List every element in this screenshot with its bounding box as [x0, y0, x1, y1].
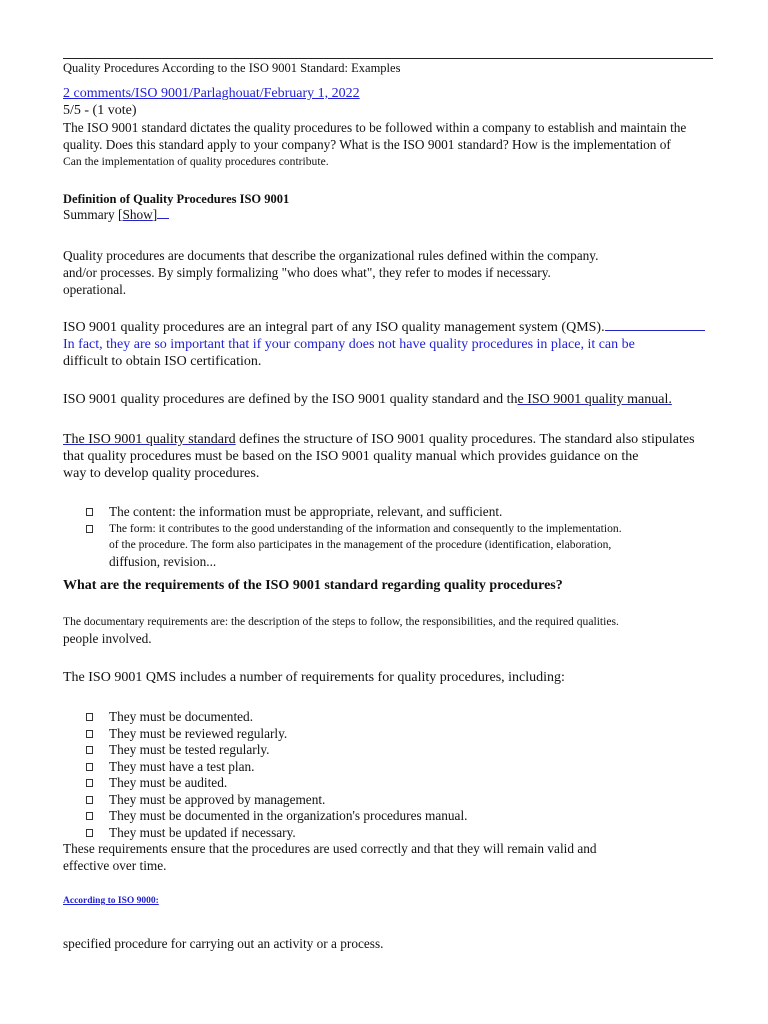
para4-text-1: defines the structure of ISO 9001 quality procedures. The standard also stipulates [235, 432, 695, 447]
para2-line-2[interactable]: In fact, they are so important that if your company does not have quality procedures in place, it can be [63, 337, 635, 352]
paragraph-doc-requirements [63, 613, 619, 647]
content-form-list [86, 504, 622, 570]
summary-show-link[interactable]: Show [122, 207, 153, 222]
top-divider [63, 58, 713, 59]
paragraph-ensure [63, 840, 597, 874]
ensure-line-1: These requirements ensure that the procedures are used correctly and that they will remain valid and [63, 841, 597, 856]
para3-text: ISO 9001 quality procedures are defined by the ISO 9001 quality standard and th [63, 392, 518, 407]
summary-toggle[interactable] [63, 207, 169, 223]
requirements-list [86, 709, 467, 841]
according-link-text[interactable]: According to ISO 9000: [63, 896, 159, 906]
iso-manual-link[interactable]: e ISO 9001 quality manual. [517, 392, 672, 407]
rating: 5/5 - (1 vote) [63, 103, 137, 118]
list-item: They must be reviewed regularly. [86, 726, 467, 743]
para2-line-3: difficult to obtain ISO certification. [63, 354, 262, 369]
bullet-box-icon [86, 812, 93, 820]
definition-heading: Definition of Quality Procedures ISO 9001 [63, 192, 290, 206]
list-item: They must be audited. [86, 775, 467, 792]
bullet-box-icon [86, 779, 93, 787]
paragraph-qms [63, 319, 705, 370]
iso-standard-link[interactable]: The ISO 9001 quality standard [63, 432, 236, 447]
final-line: specified procedure for carrying out an activity or a process. [63, 936, 384, 951]
bullet-box-icon [86, 763, 93, 771]
list-item: They must have a test plan. [86, 759, 467, 776]
bullet-box-icon [86, 829, 93, 837]
para4-line-3: way to develop quality procedures. [63, 466, 260, 481]
para4-line-2: that quality procedures must be based on the ISO 9001 quality manual which provides guidance on the [63, 449, 639, 464]
according-link[interactable] [63, 896, 159, 906]
doc-req-line-1: The documentary requirements are: the description of the steps to follow, the responsibilities, and the required qualities. [63, 615, 619, 628]
list-item: The content: the information must be appropriate, relevant, and sufficient. [86, 504, 622, 521]
paragraph-standard [63, 431, 695, 482]
list-item: They must be updated if necessary. [86, 825, 467, 842]
ensure-line-2: effective over time. [63, 858, 167, 873]
list-item: The form: it contributes to the good understanding of the information and consequently to the implementation. [86, 521, 622, 538]
intro-line-3: Can the implementation of quality procedures contribute. [63, 155, 329, 168]
post-meta-text[interactable]: 2 comments/ISO 9001/Parlaghouat/February 1, 2022 [63, 86, 360, 101]
list-item-continuation: diffusion, revision... [109, 553, 217, 569]
bullet-box-icon [86, 746, 93, 754]
bullet-box-icon [86, 713, 93, 721]
intro-line-1: The ISO 9001 standard dictates the quality procedures to be followed within a company to establish and maintain the [63, 120, 687, 135]
para2-line-1 [63, 319, 705, 336]
list-item: They must be approved by management. [86, 792, 467, 809]
summary-label: Summary [ [63, 207, 123, 222]
list-item: They must be documented. [86, 709, 467, 726]
list-item: They must be documented in the organization's procedures manual. [86, 808, 467, 825]
intro-paragraph [63, 119, 686, 170]
bullet-box-icon [86, 525, 93, 533]
post-meta-link[interactable] [63, 86, 360, 102]
para1-line-1: Quality procedures are documents that describe the organizational rules defined within the company. [63, 248, 599, 263]
para2-text-1: ISO 9001 quality procedures are an integral part of any ISO quality management system (QMS). [63, 320, 605, 335]
paragraph-defined [63, 392, 672, 408]
bullet-box-icon [86, 508, 93, 516]
doc-req-line-2: people involved. [63, 631, 152, 646]
qms-requirements-line: The ISO 9001 QMS includes a number of requirements for quality procedures, including: [63, 670, 565, 685]
para1-line-3: operational. [63, 282, 127, 297]
bullet-box-icon [86, 796, 93, 804]
para4-line-1 [63, 431, 695, 448]
bullet-box-icon [86, 730, 93, 738]
page-title: Quality Procedures According to the ISO 9001 Standard: Examples [63, 61, 401, 75]
summary-close: ] [152, 207, 158, 222]
para1-line-2: and/or processes. By simply formalizing "who does what", they refer to modes if necessary. [63, 265, 551, 280]
intro-line-2: quality. Does this standard apply to your company? What is the ISO 9001 standard? How is the implementation of [63, 137, 671, 152]
paragraph-procedures [63, 247, 598, 298]
list-item-continuation: of the procedure. The form also participates in the management of the procedure (identification, elaboration, [109, 538, 612, 551]
list-item: They must be tested regularly. [86, 742, 467, 759]
requirements-heading: What are the requirements of the ISO 9001 standard regarding quality procedures? [63, 578, 563, 593]
